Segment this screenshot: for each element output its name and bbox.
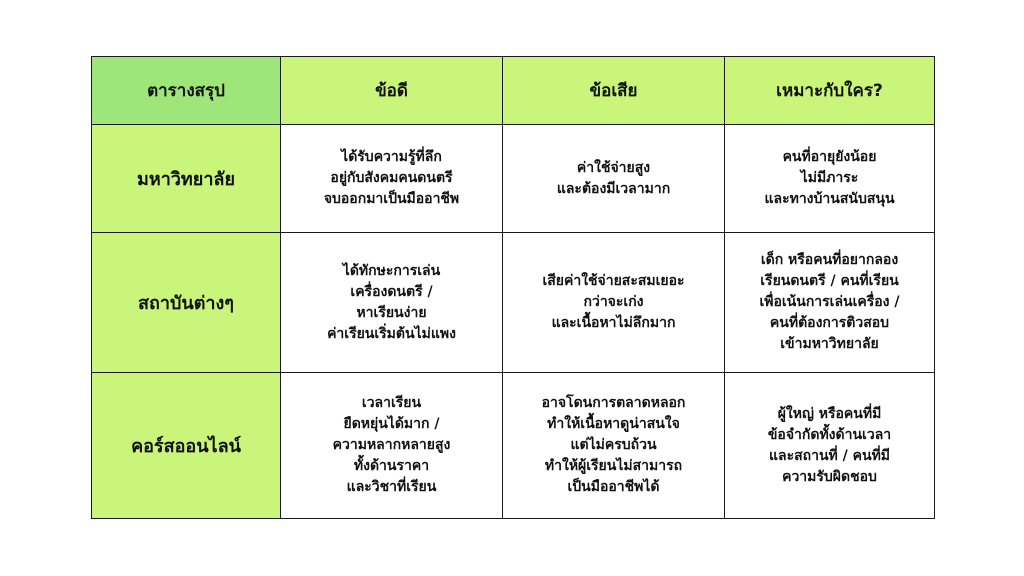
cell-line: ทำให้ผู้เรียนไม่สามารถ <box>544 458 683 474</box>
cell-line: ทั้งด้านราคา <box>353 458 430 474</box>
fit-cell <box>725 373 935 519</box>
pros-cell <box>281 125 503 233</box>
cell-line: ผู้ใหญ่ หรือคนที่มี <box>777 405 882 422</box>
table-row <box>92 125 935 233</box>
cell-line: คนที่ต้องการติวสอบ <box>769 315 890 331</box>
cell-line: ค่าเรียนเริ่มต้นไม่แพง <box>327 325 456 342</box>
table-row <box>92 373 935 519</box>
cell-line: ได้ทักษะการเล่น <box>342 262 441 279</box>
column-header-cons: ข้อเสีย <box>503 57 725 125</box>
cell-line: เรียนดนตรี / คนที่เรียน <box>760 273 899 289</box>
table-row <box>92 233 935 373</box>
cell-line: เข้ามหาวิทยาลัย <box>780 336 879 352</box>
cons-cell <box>503 233 725 373</box>
cell-line: หาเรียนง่าย <box>356 304 427 321</box>
cell-line: เด็ก หรือคนที่อยากลอง <box>760 252 899 268</box>
cell-line: อาจโดนการตลาดหลอก <box>541 395 686 411</box>
fit-cell <box>725 233 935 373</box>
cell-line: ความหลากหลายสูง <box>332 437 451 453</box>
cell-line: กว่าจะเก่ง <box>583 294 644 310</box>
cell-line: อยู่กับสังคมคนดนตรี <box>330 170 453 186</box>
cell-line: ได้รับความรู้ที่ลึก <box>341 149 442 165</box>
column-header-fit: เหมาะกับใคร? <box>725 57 935 125</box>
cell-line: คนที่อายุยังน้อย <box>782 149 877 165</box>
cell-line: และต้องมีเวลามาก <box>556 180 671 197</box>
cons-cell <box>503 125 725 233</box>
row-header-university: มหาวิทยาลัย <box>92 125 281 233</box>
cell-line: และสถานที่ / คนที่มี <box>768 447 891 464</box>
cell-line: ยืดหยุ่นได้มาก / <box>343 416 440 432</box>
cell-line: เพื่อเน้นการเล่นเครื่อง / <box>759 294 900 310</box>
cell-line: และวิชาที่เรียน <box>346 479 437 495</box>
cell-line: แต่ไม่ครบถ้วน <box>570 437 657 453</box>
row-header-online-course: คอร์สออนไลน์ <box>92 373 281 519</box>
cell-line: ไม่มีภาระ <box>800 170 859 186</box>
cell-line: จบออกมาเป็นมืออาชีพ <box>323 191 460 207</box>
header-row <box>92 57 935 125</box>
cell-line: และทางบ้านสนับสนุน <box>764 191 895 207</box>
cell-line: เสียค่าใช้จ่ายสะสมเยอะ <box>542 273 685 289</box>
pros-cell <box>281 373 503 519</box>
cell-line: ความรับผิดชอบ <box>782 468 877 485</box>
column-header-pros: ข้อดี <box>281 57 503 125</box>
cell-line: ทำให้เนื้อหาดูน่าสนใจ <box>547 416 680 432</box>
cell-line: ค่าใช้จ่ายสูง <box>576 159 651 176</box>
corner-header-cell: ตารางสรุป <box>92 57 281 125</box>
cons-cell <box>503 373 725 519</box>
cell-line: และเนื้อหาไม่ลึกมาก <box>551 315 676 331</box>
pros-cell <box>281 233 503 373</box>
summary-table <box>91 56 935 519</box>
cell-line: เวลาเรียน <box>361 395 422 411</box>
cell-line: ข้อจำกัดทั้งด้านเวลา <box>767 426 892 443</box>
cell-line: เป็นมืออาชีพได้ <box>567 479 660 495</box>
row-header-institutes: สถาบันต่างๆ <box>92 233 281 373</box>
fit-cell <box>725 125 935 233</box>
cell-line: เครื่องดนตรี / <box>350 283 433 300</box>
